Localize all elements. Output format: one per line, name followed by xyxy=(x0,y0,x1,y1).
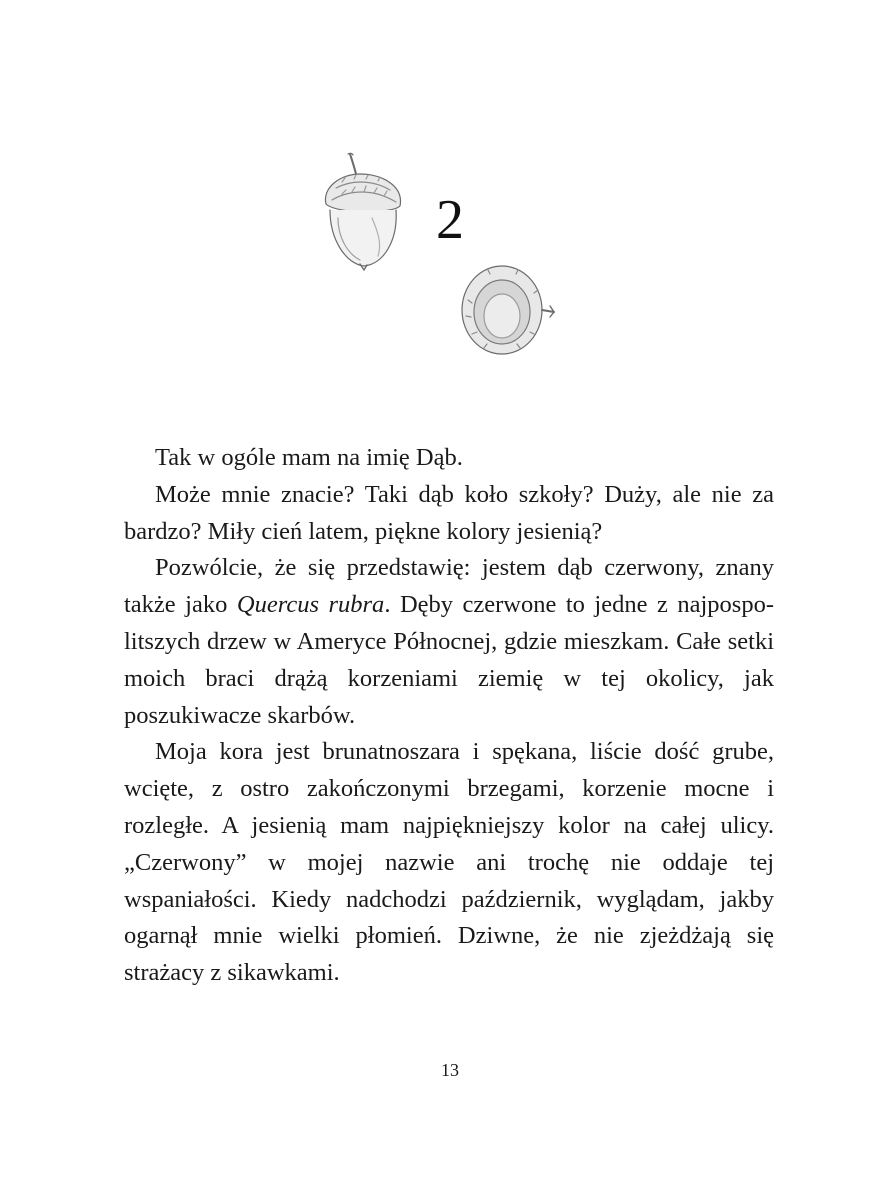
paragraph-text-after: . Dęby czerwone to jedne z najpospolitszych drzew w Ameryce Północnej, gdzie mieszkam. Całe setki moich braci drążą korzeniami ziemię w tej okolicy, jak poszukiwacze skarbów. xyxy=(124,591,774,729)
acorn-icon xyxy=(312,148,412,278)
paragraph: Może mnie znacie? Taki dąb koło szkoły? Duży, ale nie za bardzo? Miły cień latem, piękne kolory jesienią? xyxy=(124,480,774,545)
paragraph: Tak w ogóle mam na imię Dąb. xyxy=(155,444,463,471)
acorn-cap-icon xyxy=(458,260,558,360)
page-number: 13 xyxy=(441,1060,459,1080)
chapter-number: 2 xyxy=(436,189,464,251)
paragraph-text-before: Pozwólcie, że się przedstawię: jestem dąb czerwony, znany także jako xyxy=(124,554,774,619)
body-text xyxy=(124,440,774,992)
latin-name: Quercus rubra xyxy=(236,591,385,619)
paragraph: Moja kora jest brunatnoszara i spękana, liście dość grube, wcięte, z ostro zakończonymi brzegami, korzenie mocne i rozległe. A jesienią mam najpiękniejszy kolor na całej ulicy. „Czerwony” w mojej nazwie ani trochę nie oddaje tej wspaniałości. Kiedy nadchodzi październik, wyglądam, jakby ogarnął mnie wielki płomień. Dziwne, że nie zjeżdżają się strażacy z sikawkami. xyxy=(124,738,774,987)
paragraph xyxy=(124,550,774,734)
